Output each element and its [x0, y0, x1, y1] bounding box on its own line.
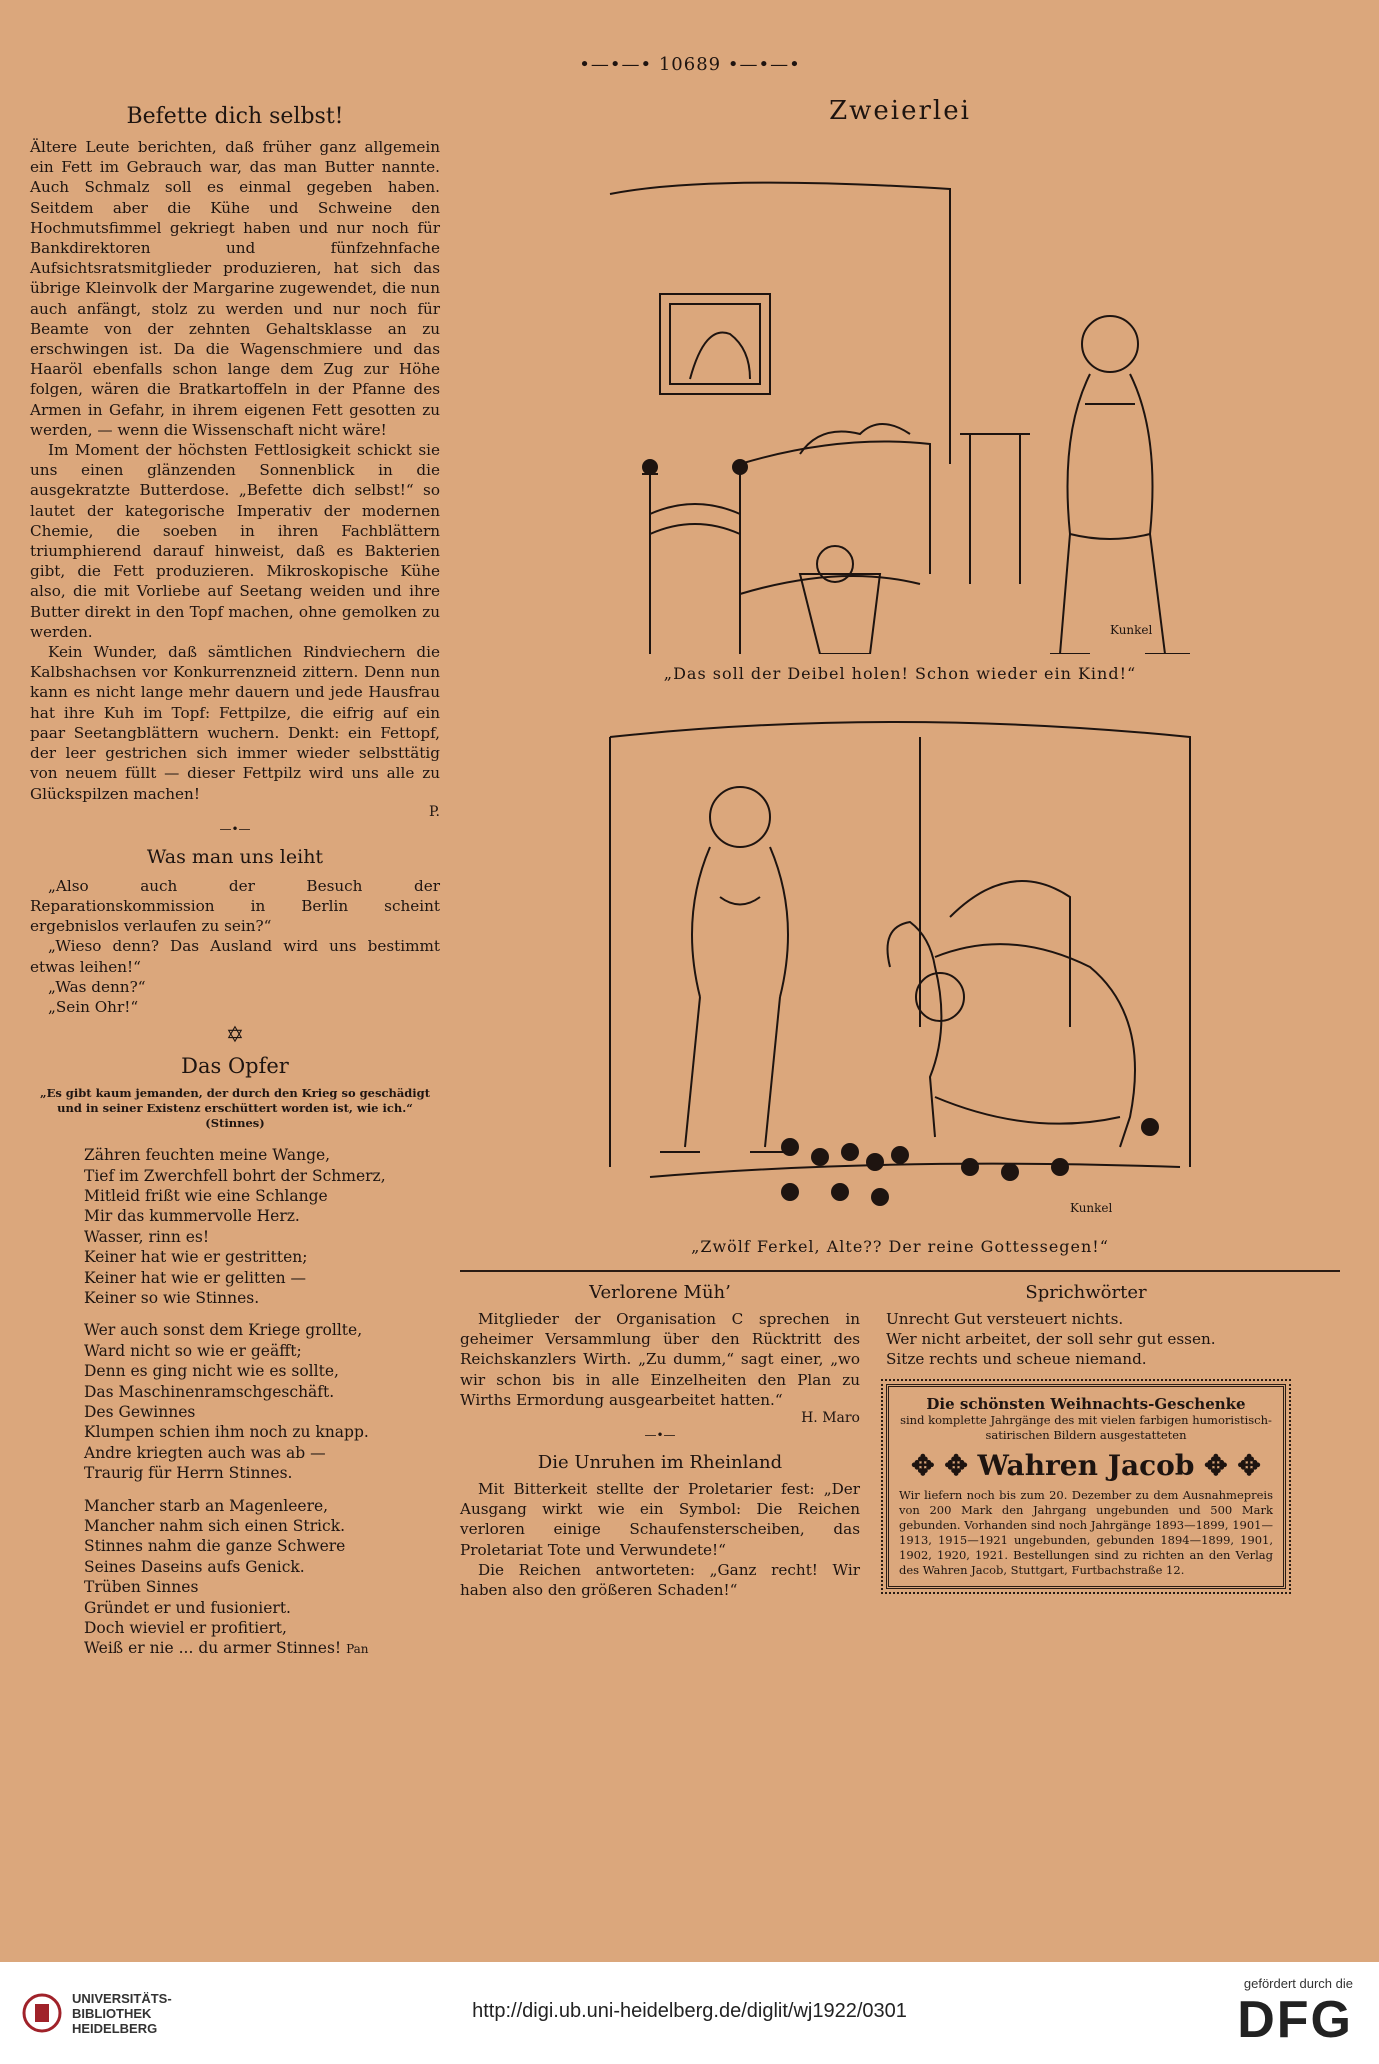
- article-paragraph: Die Reichen antworteten: „Ganz recht! Wir haben also den größeren Schaden!“: [460, 1560, 860, 1600]
- divider: —•—: [644, 1428, 676, 1443]
- ad-headline: Die schönsten Weihnachts-Geschenke: [926, 1394, 1246, 1413]
- university-name: UNIVERSITÄTS- BIBLIOTHEK HEIDELBERG: [72, 1990, 172, 2036]
- proverb-line: Unrecht Gut versteuert nichts.: [886, 1310, 1124, 1328]
- poem-line: Wer auch sonst dem Kriege grollte,: [84, 1321, 363, 1340]
- artist-signature: Kunkel: [1070, 1201, 1113, 1215]
- right-column: [460, 92, 1340, 1600]
- proverb-line: Wer nicht arbeitet, der soll sehr gut essen.: [886, 1330, 1216, 1349]
- poem-title: Das Opfer: [181, 1054, 289, 1079]
- funder-logo[interactable]: [1237, 1976, 1353, 2049]
- poem-stanza: [84, 1145, 440, 1308]
- article-signature: P.: [428, 803, 440, 820]
- viewer-footer: [0, 1962, 1379, 2064]
- bottom-left-column: [460, 1282, 860, 1600]
- artist-signature: Kunkel: [1110, 623, 1153, 637]
- dfg-logo-text: DFG: [1237, 1991, 1353, 2049]
- poem-line: Tief im Zwerchfell bohrt der Schmerz,: [84, 1166, 386, 1185]
- pigsty-illustration: [590, 697, 1210, 1227]
- poem-line: Doch wieviel er profitiert,: [84, 1619, 287, 1638]
- poem-line: Wasser, rinn es!: [84, 1227, 210, 1246]
- document-url[interactable]: http://digi.ub.uni-heidelberg.de/diglit/wj1922/0301: [472, 2000, 907, 2022]
- poem-line: Traurig für Herrn Stinnes.: [84, 1464, 293, 1483]
- poem-line: Ward nicht so wie er geäfft;: [84, 1341, 302, 1360]
- article-title: Die Unruhen im Rheinland: [537, 1452, 783, 1474]
- poem-line: Seines Daseins aufs Genick.: [84, 1557, 305, 1576]
- cartoon-bedroom: [590, 134, 1210, 683]
- article-title: Was man uns leiht: [146, 845, 324, 868]
- article-paragraph: Im Moment der höchsten Fettlosigkeit schickt sie uns einen glänzenden Sonnenblick in die ausgekratzte Butterdose. „Befette dich selbst!“ so lautet der kategorische Imperativ der modernen Chemie, die soeben in ihren Fachblättern triumphierend darauf hinweist, daß es Bakterien gibt, die Fett produzieren. Mikroskopische Kühe also, die mit Vorliebe auf Seetang weiden und ihre Butter direkt in den Topf machen, ohne gemolken zu werden.: [30, 441, 440, 641]
- ad-brand: ✥ ✥ Wahren Jacob ✥ ✥: [911, 1448, 1261, 1482]
- article-signature: H. Maro: [801, 1410, 860, 1427]
- section-rule: [460, 1270, 1340, 1272]
- cartoon-caption: „Zwölf Ferkel, Alte?? Der reine Gottessegen!“: [691, 1237, 1109, 1256]
- cartoon-pigsty: [590, 697, 1210, 1256]
- poem-line: Mancher starb an Magenleere,: [84, 1496, 329, 1515]
- poem-line: Des Gewinnes: [84, 1403, 196, 1421]
- poem-line: Weiß er nie ... du armer Stinnes! Pan: [84, 1639, 369, 1658]
- ad-body: Wir liefern noch bis zum 20. Dezember zu dem Ausnahmepreis von 200 Mark den Jahrgang ungebunden und 500 Mark gebunden. Vorhanden sind noch Jahrgänge 1893—1899, 1901—1913, 1915—1921 ungebunden, gebunden 1894—1899, 1901, 1902, 1920, 1921. Bestellungen sind zu richten an den Verlag des Wahren Jacob, Stuttgart, Furtbachstraße 12.: [899, 1487, 1273, 1577]
- poem-stanza: [84, 1496, 440, 1660]
- article-paragraph: Mit Bitterkeit stellte der Proletarier fest: „Der Ausgang wirkt wie ein Symbol: Die Reichen verloren einige Schaufensterscheiben, das Proletariat Tote und Verwundete!“: [460, 1480, 860, 1559]
- poem-line: Mir das kummervolle Herz.: [84, 1207, 300, 1226]
- bedroom-illustration: [590, 134, 1210, 654]
- cartoon-title: Zweierlei: [829, 96, 971, 126]
- poem-line: Trüben Sinnes: [84, 1578, 199, 1597]
- poem-line: Keiner so wie Stinnes.: [84, 1288, 260, 1307]
- ad-subline: sind komplette Jahrgänge des mit vielen farbigen humoristisch-satirischen Bildern ausgestatteten: [900, 1412, 1272, 1442]
- proverb-line: Sitze rechts und scheue niemand.: [886, 1350, 1147, 1369]
- poem-stanza: [84, 1320, 440, 1483]
- poem-line: Denn es ging nicht wie es sollte,: [84, 1362, 339, 1381]
- funded-by-label: gefördert durch die: [1243, 1976, 1353, 1991]
- article-paragraph: Kein Wunder, daß sämtlichen Rindviechern die Kalbshachsen vor Konkurrenzneid zittern. Denn nun kann es nicht lange mehr dauern und jede Hausfrau hat ihre Kuh im Topf: Fettpilze, die eifrig auf ein paar Seetangblättern wuchern. Denkt: ein Fettopf, der leer gestrichen sich immer wieder selbsttätig von neuem füllt — dieser Fettpilz wird uns alle zu Glückspilzen machen!: [30, 643, 440, 803]
- poem-line: Keiner hat wie er gestritten;: [84, 1248, 308, 1267]
- poem-line: Andre kriegten auch was ab —: [84, 1443, 326, 1462]
- dialogue-line: „Wieso denn? Das Ausland wird uns bestimmt etwas leihen!“: [30, 937, 440, 976]
- poem-line: Klumpen schien ihm noch zu knapp.: [84, 1423, 369, 1442]
- article-title: Sprichwörter: [1025, 1282, 1147, 1303]
- poem-line: Keiner hat wie er gelitten —: [84, 1268, 307, 1287]
- bottom-right-column: [886, 1282, 1286, 1600]
- poem-line: Mitleid frißt wie eine Schlange: [84, 1186, 328, 1205]
- bottom-articles: [460, 1282, 1340, 1600]
- article-paragraph: Mitglieder der Organisation C sprechen in geheimer Versammlung über den Rücktritt des Reichskanzlers Wirth. „Zu dumm,“ sagt einer, „wo wir schon bis in alle Einzelheiten den Plan zu Wirths Ermordung ausgearbeitet hatten.“: [460, 1310, 860, 1409]
- cartoon-caption: „Das soll der Deibel holen! Schon wieder ein Kind!“: [663, 664, 1137, 683]
- dialogue-line: „Also auch der Besuch der Reparationskommission in Berlin scheint ergebnislos verlaufen zu sein?“: [30, 876, 440, 936]
- poem-line: Gründet er und fusioniert.: [84, 1598, 291, 1617]
- poem-line: Das Maschinenramschgeschäft.: [84, 1382, 335, 1401]
- left-column: [30, 100, 440, 1672]
- article-title: Verlorene Müh’: [589, 1282, 731, 1303]
- poem-line: Mancher nahm sich einen Strick.: [84, 1517, 346, 1536]
- poem-intro: „Es gibt kaum jemanden, der durch den Krieg so geschädigt und in seiner Existenz erschüttert worden ist, wie ich.“ (Stinnes): [39, 1086, 431, 1131]
- poem-line: Zähren feuchten meine Wange,: [84, 1146, 331, 1165]
- advertisement: [886, 1384, 1286, 1589]
- star-ornament: ✡: [225, 1023, 245, 1049]
- article-title: Befette dich selbst!: [126, 104, 344, 129]
- article-paragraph: Ältere Leute berichten, daß früher ganz allgemein ein Fett im Gebrauch war, das man Butter nannte. Auch Schmalz soll es einmal gegeben haben. Seitdem aber die Kühe und Schweine den Hochmutsfimmel gekriegt haben und nur noch für Bankdirektoren und fünfzehnfache Aufsichtsratsmitglieder produzieren, hat sich das übrige Kleinvolk der Margarine zugewendet, die nun auch anfängt, stolz zu werden und nur noch für Beamte von der zehnten Gehaltsklasse an zu erschwingen ist. Da die Wagenschmiere und das Haaröl ebenfalls schon lange dem Zug zur Höhe folgen, wären die Bratkartoffeln in der Pfanne des Armen in Gefahr, in ihrem eigenen Fett gesotten zu werden, — wenn die Wissenschaft nicht wäre!: [30, 138, 440, 439]
- poem: [84, 1145, 440, 1660]
- dialogue-line: „Sein Ohr!“: [48, 997, 139, 1016]
- dialogue-line: „Was denn?“: [48, 977, 146, 996]
- poem-line: Stinnes nahm die ganze Schwere: [84, 1537, 346, 1556]
- page-number: •—•—• 10689 •—•—•: [579, 54, 801, 75]
- divider: —•—: [219, 821, 251, 836]
- poem-signature: Pan: [346, 1642, 369, 1657]
